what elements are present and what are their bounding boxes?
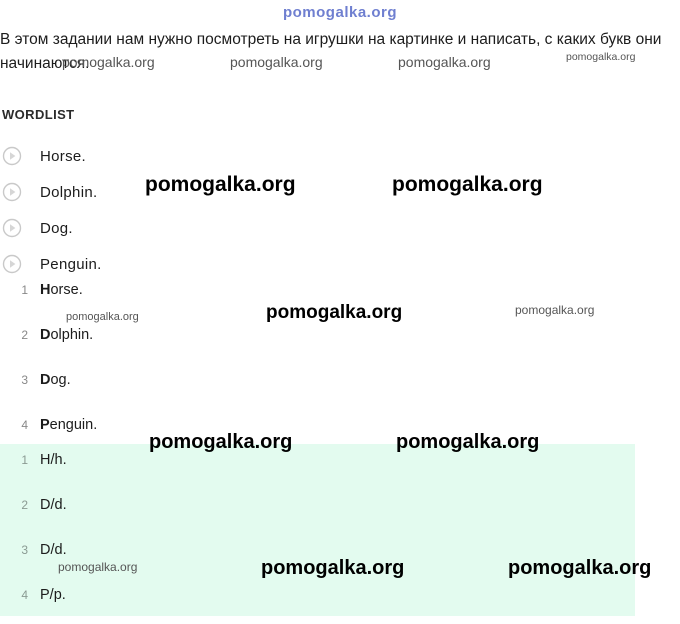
site-watermark: pomogalka.org (62, 54, 155, 70)
item-number: 2 (21, 328, 28, 342)
item-rest: olphin. (50, 327, 94, 343)
item-initial: P (40, 417, 50, 433)
item-rest: orse. (50, 282, 83, 298)
numbered-item (0, 372, 400, 417)
answer-label: H/h. (40, 452, 67, 468)
list-item (0, 174, 400, 210)
answer-label: D/d. (40, 497, 67, 513)
site-watermark: pomogalka.org (515, 303, 595, 317)
answer-number: 2 (21, 498, 28, 512)
site-watermark: pomogalka.org (392, 173, 543, 196)
play-circle-icon (2, 218, 22, 238)
list-item (0, 210, 400, 246)
list-item-label: Dog. (40, 219, 73, 237)
list-item-label: Horse. (40, 147, 86, 165)
site-watermark: pomogalka.org (566, 51, 636, 63)
item-label (40, 372, 71, 388)
site-watermark: pomogalka.org (58, 560, 138, 574)
answer-item (0, 444, 635, 489)
answer-number: 3 (21, 543, 28, 557)
list-item (0, 246, 400, 282)
list-item (0, 138, 400, 174)
answer-item (0, 579, 635, 624)
item-label (40, 327, 93, 343)
list-item-label: Dolphin. (40, 183, 98, 201)
site-watermark: pomogalka.org (145, 173, 296, 196)
answer-label: P/p. (40, 587, 66, 603)
task-description: В этом задании нам нужно посмотреть на игрушки на картинке и написать, с каких букв они начинаются. (0, 31, 662, 72)
list-item-label: Penguin. (40, 255, 102, 273)
item-number: 3 (21, 373, 28, 387)
answer-item (0, 489, 635, 534)
site-watermark: pomogalka.org (396, 431, 540, 453)
answer-panel (0, 444, 635, 616)
numbered-item (0, 282, 403, 327)
site-watermark: pomogalka.org (266, 302, 403, 323)
answer-number: 1 (21, 453, 28, 467)
item-initial: D (40, 327, 51, 343)
item-number: 1 (21, 283, 28, 297)
item-label (40, 417, 97, 433)
page-brand-watermark: pomogalka.org (282, 4, 397, 21)
answer-label: D/d. (40, 542, 67, 558)
item-label (40, 282, 83, 298)
numbered-words-list (0, 282, 403, 462)
item-rest: og. (50, 372, 71, 388)
answer-item (0, 534, 635, 579)
play-circle-icon (2, 182, 22, 202)
play-circle-icon (2, 146, 22, 166)
site-watermark: pomogalka.org (149, 431, 293, 453)
item-initial: D (40, 372, 51, 388)
site-watermark: pomogalka.org (261, 557, 405, 579)
item-initial: H (40, 282, 51, 298)
site-watermark: pomogalka.org (508, 557, 652, 579)
answer-number: 4 (21, 588, 28, 602)
wordlist-items (0, 138, 400, 282)
site-watermark: pomogalka.org (398, 54, 491, 70)
item-rest: enguin. (49, 417, 98, 433)
numbered-item (0, 327, 400, 372)
item-number: 4 (21, 418, 28, 432)
wordlist-heading: WORDLIST (2, 107, 75, 122)
site-watermark: pomogalka.org (230, 54, 323, 70)
site-watermark: pomogalka.org (66, 311, 139, 323)
play-circle-icon (2, 254, 22, 274)
